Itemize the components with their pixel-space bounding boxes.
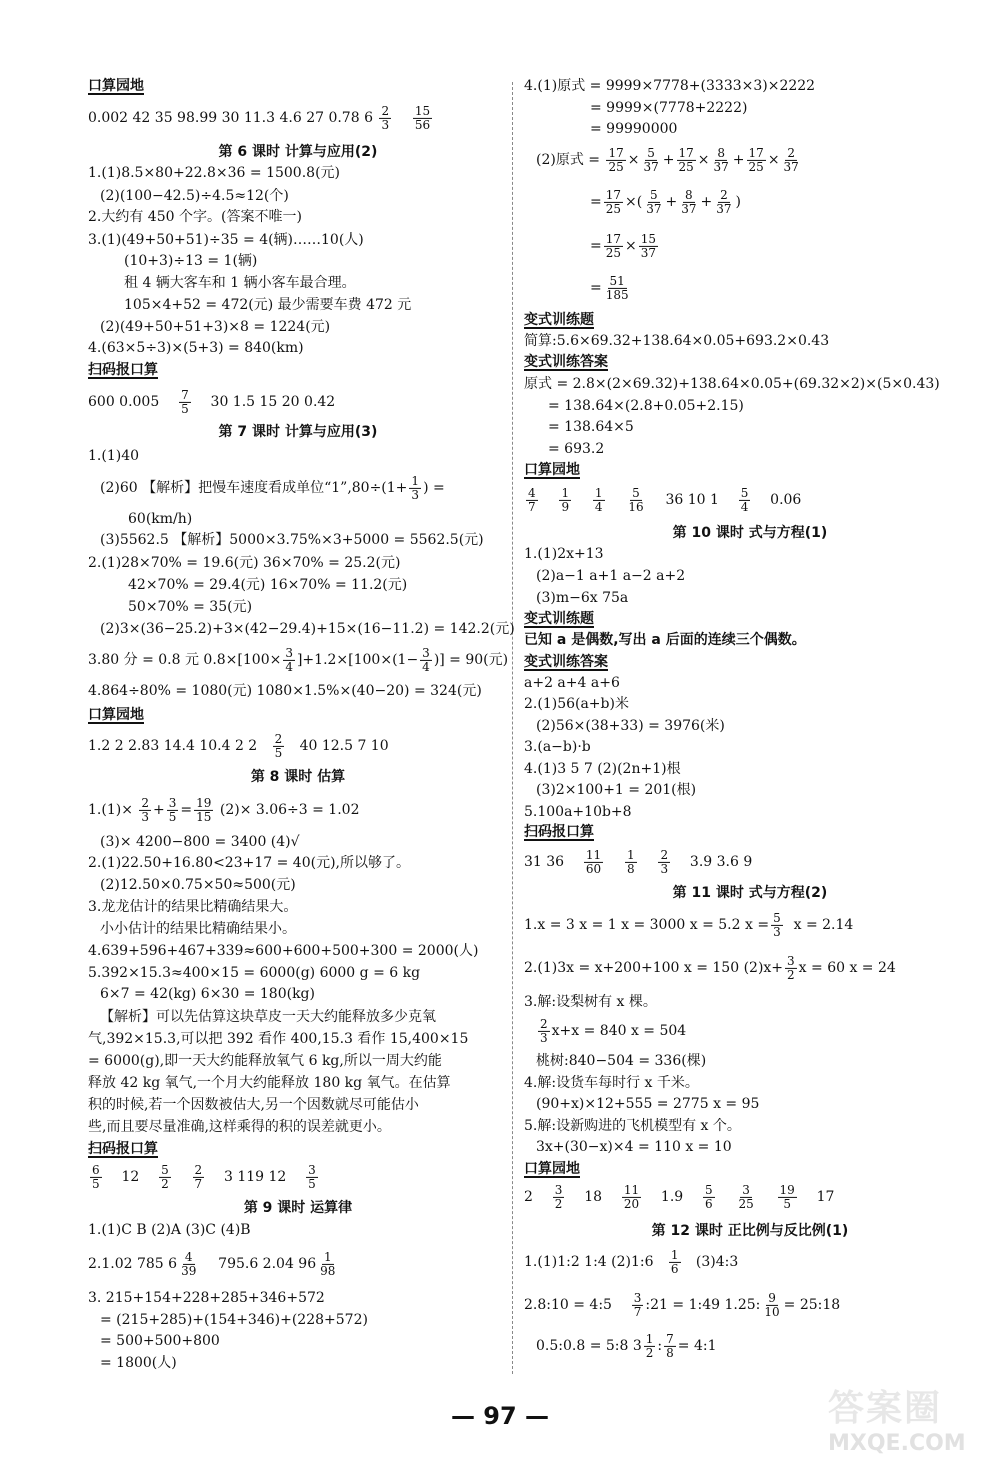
- answer-line: = 693.2: [548, 441, 605, 457]
- section-header: 变式训练答案: [524, 654, 608, 670]
- answer-line: = $\frac{17}{25}$ × $\frac{15}{37}$: [590, 231, 657, 260]
- answer-line: 3.80 分 = 0.8 元 0.8×[100× $\frac{3}{4}$ ]+1.2×[100×(1− $\frac{3}{4}$ )] = 90(元): [88, 645, 509, 674]
- fraction: $\frac{3}{25}$: [738, 1182, 754, 1211]
- answer-line: (2)(100−42.5)÷4.5≈12(个): [100, 188, 289, 204]
- fraction: $\frac{8}{37}$: [681, 187, 697, 216]
- fraction: $\frac{2}{3}$: [660, 847, 669, 876]
- fraction: $\frac{19}{5}$: [779, 1182, 795, 1211]
- section-header: 扫码报口算: [88, 1141, 158, 1157]
- answer-line: 【解析】可以先估算这块草皮一天大约能释放多少克氧: [100, 1009, 436, 1025]
- section-header: 变式训练题: [524, 611, 594, 627]
- answer-line: (2)a−1 a+1 a−2 a+2: [536, 568, 686, 584]
- answer-line: 4.解:设货车每时行 x 千米。: [524, 1075, 699, 1091]
- watermark-logo: 答案圈 MXQE.COM: [828, 1388, 966, 1456]
- answer-line: 桃树:840−504 = 336(棵): [536, 1053, 707, 1069]
- answer-line: 60(km/h): [128, 511, 193, 527]
- fraction: $\frac{8}{37}$: [713, 145, 729, 174]
- fraction: $\frac{5}{16}$: [628, 485, 644, 514]
- answer-line: $\frac{6}{5}$ 12 $\frac{5}{2}$ $\frac{2}{7}$ 3 119 12 $\frac{3}{5}$: [92, 1162, 316, 1191]
- fraction: $\frac{2}{3}$: [540, 1016, 548, 1045]
- lesson-title: 第 10 课时 式与方程(1): [672, 525, 828, 541]
- fraction: $\frac{7}{8}$: [666, 1331, 674, 1360]
- answer-line: 1.(1)× $\frac{2}{3}$ + $\frac{3}{5}$ = $\frac{19}{15}$ (2)× 3.06÷3 = 1.02: [88, 795, 360, 824]
- fraction: $\frac{3}{7}$: [633, 1290, 642, 1319]
- fraction: $\frac{3}{4}$: [285, 645, 293, 674]
- answer-line: 0.002 42 35 98.99 30 11.3 4.6 27 0.78 6 $\frac{2}{3}$ $\frac{15}{56}$: [88, 103, 431, 132]
- answer-line: 42×70% = 29.4(元) 16×70% = 11.2(元): [128, 577, 408, 593]
- answer-line: 4.(63×5÷3)×(5+3) = 840(km): [88, 340, 304, 356]
- fraction: $\frac{1}{9}$: [561, 485, 570, 514]
- answer-line: $\frac{2}{3}$ x+x = 840 x = 504: [540, 1016, 687, 1045]
- answer-line: 2.(1)56(a+b)米: [524, 696, 629, 712]
- answer-line: 2.(1)28×70% = 19.6(元) 36×70% = 25.2(元): [88, 555, 401, 571]
- answer-line: 1.(1)2x+13: [524, 546, 604, 562]
- answer-line: (3)× 4200−800 = 3400 (4)√: [100, 834, 300, 850]
- answer-line: = 6000(g),即一天大约能释放氧气 6 kg,所以一周大约能: [88, 1053, 442, 1069]
- lesson-title: 第 6 课时 计算与应用(2): [218, 144, 378, 160]
- fraction: $\frac{2}{37}$: [716, 187, 732, 216]
- answer-line: (2)(49+50+51+3)×8 = 1224(元): [100, 319, 331, 335]
- column-divider: [512, 82, 513, 1374]
- answer-line: 4.639+596+467+339≈600+600+500+300 = 2000(人): [88, 943, 479, 959]
- fraction: $\frac{5}{37}$: [646, 187, 662, 216]
- answer-line: 租 4 辆大客车和 1 辆小客车最合理。: [124, 275, 356, 291]
- fraction: $\frac{1}{3}$: [411, 473, 420, 502]
- answer-line: 3.(a−b)·b: [524, 739, 591, 755]
- fraction: $\frac{11}{20}$: [623, 1182, 640, 1211]
- answer-line: (2)原式 = $\frac{17}{25}$ × $\frac{5}{37}$ + $\frac{17}{25}$ × $\frac{8}{37}$ + $\frac{17}{25}$ × $\frac{2}{37}$: [536, 145, 799, 174]
- fraction: $\frac{3}{2}$: [554, 1182, 563, 1211]
- lesson-title: 第 9 课时 运算律: [243, 1200, 353, 1216]
- answer-line: $\frac{4}{7}$ $\frac{1}{9}$ $\frac{1}{4}$ $\frac{5}{16}$ 36 10 1 $\frac{5}{4}$ 0.06: [528, 485, 802, 514]
- answer-line: = 138.64×5: [548, 419, 634, 435]
- fraction: $\frac{4}{7}$: [528, 485, 536, 514]
- fraction: $\frac{19}{15}$: [196, 795, 212, 824]
- fraction: $\frac{3}{5}$: [308, 1162, 316, 1191]
- lesson-title: 第 12 课时 正比例与反比例(1): [651, 1223, 849, 1239]
- section-header: 扫码报口算: [88, 362, 158, 378]
- answer-line: 31 36 $\frac{11}{60}$ $\frac{1}{8}$ $\frac{2}{3}$ 3.9 3.6 9: [524, 847, 753, 876]
- answer-line: 1.2 2 2.83 14.4 10.4 2 2 $\frac{2}{5}$ 40 12.5 7 10: [88, 731, 389, 760]
- answer-line: 简算:5.6×69.32+138.64×0.05+693.2×0.43: [524, 333, 830, 349]
- answer-line: = (215+285)+(154+346)+(228+572): [100, 1312, 368, 1328]
- answer-line: 小小估计的结果比精确结果小。: [100, 921, 296, 937]
- answer-line: 600 0.005 $\frac{7}{5}$ 30 1.5 15 20 0.42: [88, 387, 336, 416]
- answer-line: 3x+(30−x)×4 = 110 x = 10: [536, 1139, 732, 1155]
- answer-line: 2.(1)3x = x+200+100 x = 150 (2)x+ $\frac{3}{2}$ x = 60 x = 24: [524, 953, 896, 982]
- fraction: $\frac{7}{5}$: [181, 387, 189, 416]
- fraction: $\frac{3}{2}$: [787, 953, 795, 982]
- answer-line: (2)3×(36−25.2)+3×(42−29.4)+15×(16−11.2) = 142.2(元): [100, 621, 515, 637]
- fraction: $\frac{3}{5}$: [168, 795, 177, 824]
- answer-line: = 1800(人): [100, 1355, 177, 1371]
- fraction: $\frac{1}{8}$: [627, 847, 635, 876]
- fraction: $\frac{51}{185}$: [605, 273, 629, 302]
- section-header: 口算园地: [88, 78, 144, 94]
- fraction: $\frac{5}{6}$: [705, 1182, 713, 1211]
- answer-line: 2.1.02 785 6 $\frac{4}{39}$ 795.6 2.04 96 $\frac{1}{98}$: [88, 1249, 336, 1278]
- answer-line: 气,392×15.3,可以把 392 看作 400,15.3 看作 15,400×15: [88, 1031, 469, 1047]
- answer-line: 3.解:设梨树有 x 棵。: [524, 994, 657, 1010]
- section-header: 扫码报口算: [524, 824, 594, 840]
- fraction: $\frac{1}{6}$: [670, 1247, 679, 1276]
- answer-line: (10+3)÷13 = 1(辆): [124, 253, 258, 269]
- answer-line: (2)60 【解析】把慢车速度看成单位“1”,80÷(1+ $\frac{1}{3}$ ) =: [100, 473, 445, 502]
- fraction: $\frac{17}{25}$: [748, 145, 764, 174]
- fraction: $\frac{1}{4}$: [594, 485, 603, 514]
- answer-line: = 99990000: [590, 121, 678, 137]
- answer-line: a+2 a+4 a+6: [524, 675, 620, 691]
- answer-line: 2.8:10 = 4:5 $\frac{3}{7}$ :21 = 1:49 1.25: $\frac{9}{10}$ = 25:18: [524, 1290, 841, 1319]
- answer-line: 1.(1)C B (2)A (3)C (4)B: [88, 1222, 251, 1238]
- fraction: $\frac{5}{2}$: [161, 1162, 169, 1191]
- fraction: $\frac{5}{4}$: [740, 485, 749, 514]
- fraction: $\frac{6}{5}$: [92, 1162, 100, 1191]
- fraction: $\frac{2}{7}$: [194, 1162, 203, 1191]
- fraction: $\frac{5}{37}$: [643, 145, 659, 174]
- fraction: $\frac{3}{4}$: [422, 645, 430, 674]
- answer-line: 1.(1)40: [88, 448, 140, 464]
- answer-line: (3)5562.5 【解析】5000×3.75%×3+5000 = 5562.5(元): [100, 532, 484, 548]
- answer-line: 0.5:0.8 = 5:8 3 $\frac{1}{2}$ : $\frac{7}{8}$ = 4:1: [536, 1331, 717, 1360]
- fraction: $\frac{2}{5}$: [274, 731, 283, 760]
- section-header: 口算园地: [524, 462, 580, 478]
- answer-line: 1.(1)8.5×80+22.8×36 = 1500.8(元): [88, 165, 340, 181]
- lesson-title: 第 8 课时 估算: [250, 769, 346, 785]
- answer-line: 5.解:设新购进的飞机模型有 x 个。: [524, 1118, 741, 1134]
- answer-line: 4.(1)原式 = 9999×7778+(3333×3)×2222: [524, 78, 816, 94]
- fraction: $\frac{9}{10}$: [764, 1290, 780, 1319]
- page-number: — 97 —: [450, 1402, 550, 1430]
- answer-line: 3.(1)(49+50+51)÷35 = 4(辆)……10(人): [88, 232, 364, 248]
- answer-line: = 138.64×(2.8+0.05+2.15): [548, 398, 744, 414]
- section-header: 口算园地: [524, 1161, 580, 1177]
- answer-line: (3)m−6x 75a: [536, 590, 629, 606]
- fraction: $\frac{15}{56}$: [414, 103, 431, 132]
- fraction: $\frac{11}{60}$: [585, 847, 602, 876]
- answer-line: 50×70% = 35(元): [128, 599, 253, 615]
- fraction: $\frac{17}{25}$: [605, 231, 622, 260]
- fraction: $\frac{15}{37}$: [640, 231, 657, 260]
- answer-line: 1.x = 3 x = 1 x = 3000 x = 5.2 x = $\frac{5}{3}$ x = 2.14: [524, 910, 854, 939]
- fraction: $\frac{2}{3}$: [141, 795, 150, 824]
- answer-line: = 500+500+800: [100, 1333, 220, 1349]
- section-header: 变式训练答案: [524, 354, 608, 370]
- answer-line: 原式 = 2.8×(2×69.32)+138.64×0.05+(69.32×2)×(5×0.43): [524, 376, 940, 392]
- fraction: $\frac{2}{3}$: [381, 103, 390, 132]
- answer-line: 2 $\frac{3}{2}$ 18 $\frac{11}{20}$ 1.9 $\frac{5}{6}$ $\frac{3}{25}$ $\frac{19}{5}$ 17: [524, 1182, 835, 1211]
- answer-line: 5.100a+10b+8: [524, 804, 632, 820]
- answer-line: 已知 a 是偶数,写出 a 后面的连续三个偶数。: [524, 632, 806, 648]
- section-header: 口算园地: [88, 707, 144, 723]
- answer-line: = $\frac{51}{185}$: [590, 273, 629, 302]
- fraction: $\frac{1}{98}$: [320, 1249, 336, 1278]
- answer-line: 2.大约有 450 个字。(答案不唯一): [88, 209, 302, 225]
- section-header: 变式训练题: [524, 312, 594, 328]
- fraction: $\frac{1}{2}$: [645, 1331, 654, 1360]
- fraction: $\frac{4}{39}$: [181, 1249, 197, 1278]
- answer-line: 释放 42 kg 氧气,一个月大约能释放 180 kg 氧气。在估算: [88, 1075, 451, 1091]
- fraction: $\frac{17}{25}$: [678, 145, 694, 174]
- fraction: $\frac{17}{25}$: [608, 145, 624, 174]
- answer-line: 3.龙龙估计的结果比精确结果大。: [88, 899, 298, 915]
- answer-line: 2.(1)22.50+16.80<23+17 = 40(元),所以够了。: [88, 855, 410, 871]
- fraction: $\frac{5}{3}$: [773, 910, 781, 939]
- answer-line: = 9999×(7778+2222): [590, 100, 748, 116]
- answer-line: = $\frac{17}{25}$ ×( $\frac{5}{37}$ + $\frac{8}{37}$ + $\frac{2}{37}$ ): [590, 187, 741, 216]
- answer-line: 3. 215+154+228+285+346+572: [88, 1290, 325, 1306]
- answer-line: 4.(1)3 5 7 (2)(2n+1)根: [524, 761, 681, 777]
- answer-line: 些,而且要尽量准确,这样乘得的积的误差就更小。: [88, 1119, 391, 1135]
- answer-line: (2)56×(38+33) = 3976(米): [536, 718, 725, 734]
- answer-line: 4.864÷80% = 1080(元) 1080×1.5%×(40−20) = 324(元): [88, 683, 482, 699]
- answer-line: (2)12.50×0.75×50≈500(元): [100, 877, 296, 893]
- lesson-title: 第 7 课时 计算与应用(3): [218, 424, 378, 440]
- fraction: $\frac{17}{25}$: [605, 187, 622, 216]
- answer-line: 积的时候,若一个因数被估大,另一个因数就尽可能估小: [88, 1097, 419, 1113]
- lesson-title: 第 11 课时 式与方程(2): [672, 885, 828, 901]
- answer-line: 1.(1)1:2 1:4 (2)1:6 $\frac{1}{6}$ (3)4:3: [524, 1247, 739, 1276]
- answer-line: 5.392×15.3≈400×15 = 6000(g) 6000 g = 6 kg: [88, 965, 421, 981]
- answer-line: (3)2×100+1 = 201(根): [536, 782, 697, 798]
- fraction: $\frac{2}{37}$: [783, 145, 799, 174]
- answer-line: (90+x)×12+555 = 2775 x = 95: [536, 1096, 760, 1112]
- answer-line: 6×7 = 42(kg) 6×30 = 180(kg): [100, 986, 315, 1002]
- answer-line: 105×4+52 = 472(元) 最少需要车费 472 元: [124, 297, 412, 313]
